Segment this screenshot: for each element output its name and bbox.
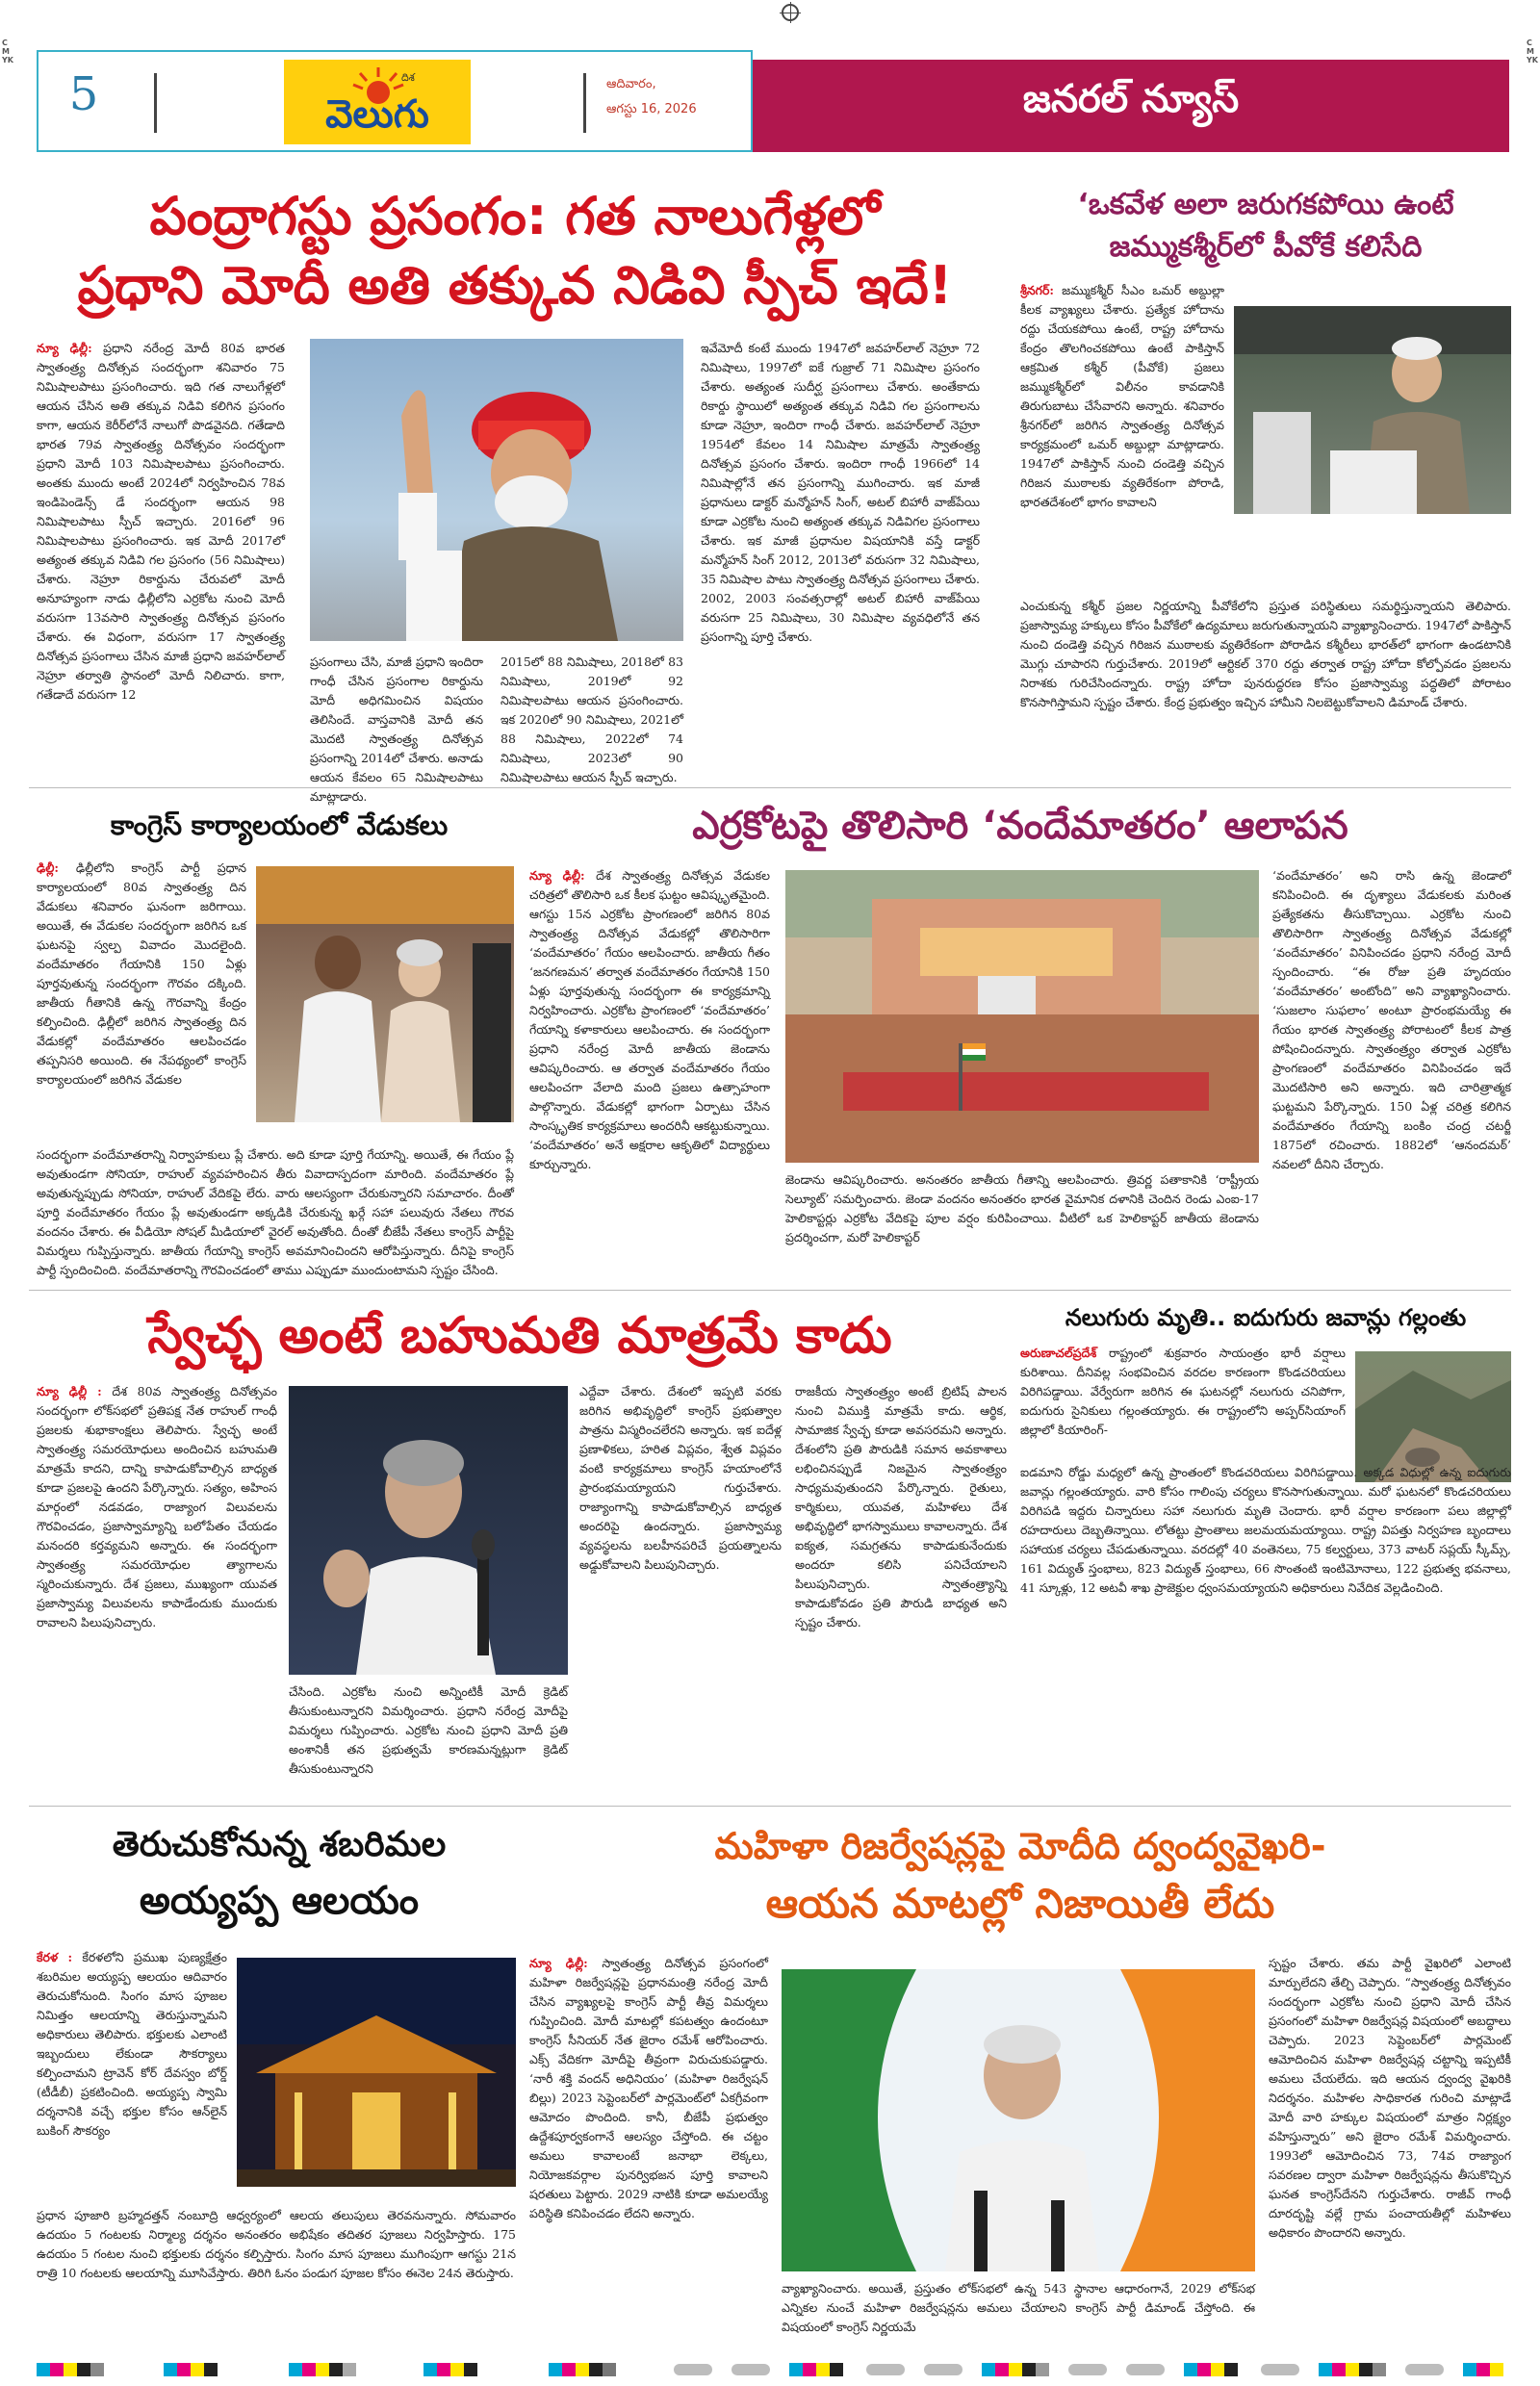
color-bar [164, 2363, 218, 2376]
story4-headline: ఎర్రకోటపై తొలిసారి ‘వందేమాతరం’ ఆలాపన [692, 804, 1348, 848]
story1-col1-text: ప్రధాని నరేంద్ర మోదీ 80వ భారత స్వాతంత్ర్య దినోత్సవ సందర్భంగా శనివారం 75 నిమిషాలపాటు ప్రసంగించారు. ఇది గత నాలుగేళ్లలో ఆయన చేసిన అతి తక్కువ నిడివి కలిగిన ప్రసంగం కాగా, ఆయన కెరీర్‌లోనే నాలుగో పొడవైనది. గతేడాది భారత 79వ స్వాతంత్ర్య దినోత్సవం సందర్భంగా ప్రధాని మోదీ 103 నిమిషాలపాటు ప్రసంగించారు. అంతకు ముందు అంటే 2024లో నిర్వహించిన 78వ ఇండిపెండెన్స్ డే సందర్భంగా ఆయన 98 నిమిషాలపాటు స్పీచ్ ఇచ్చారు. 2016లో 96 నిమిషాలపాటు ప్రసంగించారు. ఇక మోదీ 2017లో అత్యంత తక్కువ నిడివి గల ప్రసంగం (56 నిమిషాలు) చేశారు. నెహ్రూ రికార్డును చేరువలో మోదీ అనూహ్యంగా నాడు ఢిల్లీలోని ఎర్రకోట నుంచి మోదీ వరుసగా 13వసారి స్వాతంత్ర్య దినోత్సవ ప్రసంగం చేశారు. ఈ విధంగా, వరుసగా 17 స్వాతంత్ర్య దినోత్సవ ప్రసంగాలు చేసిన మాజీ ప్రధాని జవహర్‌లాల్ నెహ్రూ తర్వాతి స్థానంలో మోదీ నిలిచారు. కాగా, గతేడాదే వరుసగా 12 [37, 341, 285, 702]
logo-text: వెలుగు [325, 92, 429, 137]
story2-column-bottom: ఎంచుకున్న కశ్మీర్ ప్రజల నిర్ణయాన్ని పీవోకేలోని ప్రస్తుత పరిస్థితులు సమర్థిస్తున్నాయని తెలిపారు. ప్రజాస్వామ్య హక్కులు కోసం పీవోకేలో ఉద్యమాలు జరుగుతున్నాయని వ్యాఖ్యానించారు. 1947లో పాకిస్తాన్ నుంచి దండెత్తి వచ్చిన గిరిజన ముఠాలకు వ్యతిరేకంగా పోరాడిన కశ్మీరీలు భారత్‌లో భాగంగా ఉండటానికి మొగ్గు చూపారని గుర్తుచేశారు. 2019లో ఆర్టికల్ 370 రద్దు తర్వాత రాష్ట్ర హోదా కోల్పోవడం ప్రజలను నిరాశకు గురిచేసిందన్నారు. రాష్ట్ర హోదా పునరుద్ధరణ కోసం ప్రజాస్వామ్య పద్ధతిలో పోరాటం కొనసాగిస్తామని స్పష్టం చేశారు. కేంద్ర ప్రభుత్వం ఇచ్చిన హామీని నిలబెట్టుకోవాలని డిమాండ్ చేశారు. [1020, 599, 1511, 709]
color-bar [789, 2363, 843, 2376]
section-title: జనరల్ న్యూస్ [1022, 77, 1240, 121]
divider [29, 787, 1511, 788]
color-bar [1184, 2363, 1238, 2376]
story4-column-mid: జెండాను ఆవిష్కరించారు. అనంతరం జాతీయ గీతాన్ని ఆలపించారు. త్రివర్ణ పతాకానికి ‘రాష్ట్రీయ సెల్యూట్’ సమర్పించారు. జెండా వందనం అనంతరం భారత వైమానిక దళానికి చెందిన రెండు ఎంఐ-17 హెలికాప్టర్లు ఎర్రకోట వేదికపై పూల వర్షం కురిపించాయి. వీటిలో ఒక హెలికాప్టర్ జాతీయ జెండాను ప్రదర్శించగా, మరో హెలికాప్టర్ [785, 1172, 1259, 1244]
temple-icon [237, 1958, 516, 2187]
speaker-figure-icon [1234, 306, 1511, 514]
story5-headline: స్వేచ్ఛ అంటే బహుమతి మాత్రమే కాదు [147, 1307, 892, 1365]
story1-column-3: 2015లో 88 నిమిషాలు, 2018లో 83 నిమిషాలు, 2019లో 92 నిమిషాలపాటు ఆయన ప్రసంగించారు. ఇక 2020లో 90 నిమిషాలు, 2021లో 88 నిమిషాలు, 2022లో 74 నిమిషాలు, 2023లో 90 నిమిషాలపాటు ఆయన స్పీచ్ ఇచ్చారు. [500, 654, 683, 784]
dateline: న్యూ ఢిల్లీ: [37, 341, 92, 355]
dateline: న్యూ ఢిల్లీ: [529, 868, 585, 883]
story1-column-4: ఇవేమోదీ కంటే ముందు 1947లో జవహర్‌లాల్ నెహ్రూ 72 నిమిషాలు, 1997లో ఐకే గుజ్రాల్ 71 నిమిషాల ప్రసంగం చేశారు. అత్యంత సుదీర్ఘ ప్రసంగాలు చేశారు. అంతేకాదు రికార్డు స్థాయిలో అత్యంత తక్కువ నిడివి గల ప్రసంగాలను కూడా నెహ్రూ, ఇందిరా గాంధీ చేశారు. జవహర్‌లాల్ నెహ్రూ 1954లో కేవలం 14 నిమిషాల మాత్రమే స్వాతంత్ర్య దినోత్సవ ప్రసంగం చేశారు. ఇందిరా గాంధీ 1966లో 14 నిమిషాల్లోనే తన ప్రసంగాన్ని ముగించారు. ఇక మాజీ ప్రధానులు డాక్టర్ మన్మోహన్ సింగ్, అటల్ బిహారీ వాజ్‌పేయి కూడా ఎర్రకోట నుంచి అత్యంత తక్కువ నిడివిగల ప్రసంగాలు చేశారు. ఇక మాజీ ప్రధానుల విషయానికి వస్తే డాక్టర్ మన్మోహన్ సింగ్ 2012, 2013లో వరుసగా 32 నిమిషాలు, 35 నిమిషాల పాటు స్వాతంత్ర్య దినోత్సవ ప్రసంగాలు చేశారు. 2002, 2003 సంవత్సరాల్లో అటల్ బిహారీ వాజ్‌పేయి వరుసగా 25 నిమిషాలు, 30 నిమిషాల వ్యవధిలోనే తన ప్రసంగాన్ని పూర్తి చేశారు. [701, 341, 980, 644]
color-bar [424, 2363, 477, 2376]
story8-left-text: స్వాతంత్ర్య దినోత్సవ ప్రసంగంలో మహిళా రిజర్వేషన్లపై ప్రధానమంత్రి నరేంద్ర మోదీ చేసిన వ్యాఖ్యలపై కాంగ్రెస్ పార్టీ తీవ్ర విమర్శలు గుప్పించింది. మోదీ మాటల్లో కపటత్వం ఉందంటూ కాంగ్రెస్ సీనియర్ నేత జైరాం రమేశ్ ఆరోపించారు. ఎక్స్ వేదికగా మోదీపై తీవ్రంగా విరుచుకుపడ్డారు. ‘నారీ శక్తి వందన్ అధినియం’ (మహిళా రిజర్వేషన్ బిల్లు) 2023 సెప్టెంబర్‌లో పార్లమెంట్‌లో ఏకగ్రీవంగా ఆమోదం పొందింది. కానీ, బీజేపీ ప్రభుత్వం ఉద్దేశపూర్వకంగానే ఆలస్యం చేస్తోంది. ఈ చట్టం అమలు కావాలంటే జనాభా లెక్కలు, నియోజకవర్గాల పునర్విభజన పూర్తి కావాలని షరతులు పెట్టారు. 2029 నాటికి కూడా అమలయ్యే పరిస్థితి కనిపించడం లేదని అన్నారు. [529, 1956, 768, 2220]
color-bar [1319, 2363, 1386, 2376]
issue-date: ఆగస్టు 16, 2026 [606, 102, 697, 116]
omar-abdullah-photo [1234, 306, 1511, 514]
press-conference-icon [782, 1969, 1255, 2271]
story4-column-left [529, 866, 770, 1276]
story3-headline: కాంగ్రెస్ కార్యాలయంలో వేడుకలు [110, 809, 449, 841]
rahul-gandhi-photo [289, 1386, 568, 1675]
story2-column-top [1020, 281, 1224, 595]
story6-column-top [1020, 1344, 1346, 1455]
dateline: కేరళ : [37, 1950, 73, 1964]
masthead [37, 50, 753, 152]
story3-column-top [37, 859, 246, 1143]
red-fort-ceremony-icon [785, 870, 1259, 1163]
jairam-ramesh-photo [782, 1969, 1255, 2271]
dateline: న్యూ ఢిల్లీ : [37, 1384, 102, 1398]
story2-top-text: జమ్ముకశ్మీర్ సీఎం ఒమర్ అబ్దుల్లా కీలక వ్యాఖ్యలు చేశారు. ప్రత్యేక హోదాను రద్దు చేయకపోయి ఉంటే, రాష్ట్ర హోదాను కేంద్రం తొలగించకపోయి ఉంటే పాకిస్తాన్ ఆక్రమిత కశ్మీర్ (పీవోకే) ప్రజలు జమ్ముకశ్మీర్‌లో విలీనం కావడానికి తిరుగుబాటు చేసేవారని అన్నారు. శనివారం శ్రీనగర్‌లో జరిగిన స్వాతంత్ర్య దినోత్సవ కార్యక్రమంలో ఒమర్ అబ్దుల్లా మాట్లాడారు. 1947లో పాకిస్తాన్ నుంచి దండెత్తి వచ్చిన గిరిజన ముఠాలకు వ్యతిరేకంగా పోరాడి, భారతదేశంలో భాగం కావాలని [1020, 283, 1224, 509]
dateline: న్యూ ఢిల్లీ: [529, 1956, 588, 1970]
color-bar [982, 2363, 1049, 2376]
color-bar-pill [1068, 2364, 1107, 2375]
congress-leaders-photo [256, 866, 514, 1122]
story6-headline: నలుగురు మృతి.. ఐదుగురు జవాన్లు గల్లంతు [1065, 1304, 1467, 1331]
color-bar-pill [674, 2364, 712, 2375]
divider [29, 1290, 1511, 1291]
story8-headline-line1: మహిళా రిజర్వేషన్లపై మోదీది ద్వంద్వవైఖరి- [714, 1825, 1326, 1867]
color-bar [289, 2363, 356, 2376]
color-bar-pill [1261, 2364, 1299, 2375]
story5-column-2: చేసింది. ఎర్రకోట నుంచి అన్నింటికీ మోదీ క్రెడిట్ తీసుకుంటున్నారని విమర్శించారు. ప్రధాని నరేంద్ర మోదీపై విమర్శలు గుప్పించారు. ఎర్రకోట నుంచి ప్రధాని మోదీ ప్రతి అంశానికీ తన ప్రభుత్వమే కారణమన్నట్లుగా క్రెడిట్ తీసుకుంటున్నారని [289, 1684, 568, 1776]
story6-top-text: రాష్ట్రంలో శుక్రవారం సాయంత్రం భారీ వర్షాలు కురిశాయి. దీనివల్ల సంభవించిన వరదల కారణంగా కొండచరియలు విరిగిపడ్డాయి. వేర్వేరుగా జరిగిన ఈ ఘటనల్లో నలుగురు చనిపోగా, ఐదుగురు సైనికులు గల్లంతయ్యారు. ఈ రాష్ట్రంలోని అప్పర్‌సియాంగ్ జిల్లాలో కియారింగ్- [1020, 1346, 1346, 1437]
color-bar [37, 2363, 104, 2376]
story1-headline-line1: పంద్రాగస్టు ప్రసంగం: గత నాలుగేళ్లలో [149, 186, 881, 246]
story6-column-bottom: ఐడమాని రోడ్డు మధ్యలో ఉన్న ప్రాంతంలో కొండచరియలు విరిగిపడ్డాయి. అక్కడ విధుల్లో ఉన్న ఐదుగురు జవాన్లు గల్లంతయ్యారు. వారి కోసం గాలింపు చర్యలు కొనసాగుతున్నాయి. మరో ఘటనలో కొండచరియలు విరిగిపడి ఇద్దరు చిన్నారులు సహా నలుగురు మృతి చెందారు. భారీ వర్షాల కారణంగా పలు జిల్లాల్లో రహదారులు దెబ్బతిన్నాయి. లోతట్టు ప్రాంతాలు జలమయమయ్యాయి. రాష్ట్ర విపత్తు నిర్వహణ బృందాలు సహాయక చర్యలు చేపడుతున్నాయి. వరదల్లో 40 వంతెనలు, 75 కల్వర్టులు, 373 వాటర్ సప్లయ్ స్కీమ్స్, 161 విద్యుత్ స్తంభాలు, 823 విద్యుత్ స్తంభాలు, 66 సొంతంటి ఇంటిమోనాలు, 122 ప్రభుత్వ భవనాలు, 41 స్కూళ్లు, 12 అటవీ శాఖ ప్రాజెక్టుల ధ్వంసమయ్యాయని అధికారులు నివేదిక వెల్లడించింది. [1020, 1465, 1511, 1595]
divider [154, 73, 157, 133]
story5-col1-text: దేశ 80వ స్వాతంత్ర్య దినోత్సవం సందర్భంగా లోక్‌సభలో ప్రతిపక్ష నేత రాహుల్ గాంధీ ప్రజలకు శుభాకాంక్షలు తెలిపారు. స్వేచ్ఛ అంటే స్వాతంత్ర్య సమరయోధులు అందించిన బహుమతి మాత్రమే కాదని, దాన్ని కాపాడుకోవాల్సిన బాధ్యత కూడా ప్రజలపై ఉందని పేర్కొన్నారు. సత్యం, అహింస మార్గంలో నడవడం, రాజ్యాంగ విలువలను గౌరవించడం, ప్రజాస్వామ్యాన్ని బలోపేతం చేయడం మనందరి కర్తవ్యమని అన్నారు. ఈ సందర్భంగా స్వాతంత్ర్య సమరయోధుల త్యాగాలను స్మరించుకున్నారు. దేశ ప్రజలు, ముఖ్యంగా యువత ప్రజాస్వామ్య విలువలను కాపాడేందుకు ముందుకు రావాలని పిలుపునిచ్చారు. [37, 1384, 277, 1629]
dateline: అరుణాచల్‌ప్రదేశ్ [1020, 1346, 1097, 1360]
dateline: శ్రీనగర్: [1020, 283, 1054, 297]
issue-day: ఆదివారం, [606, 77, 656, 91]
story3-top-text: ఢిల్లీలోని కాంగ్రెస్ పార్టీ ప్రధాన కార్యాలయంలో 80వ స్వాతంత్ర్య దిన వేడుకలు శనివారం ఘనంగా జరిగాయి. అయితే, ఈ వేడుకల సందర్భంగా జరిగిన ఒక ఘటనపై స్వల్ప వివాదం మొదలైంది. వందేమాతరం గేయానికి 150 ఏళ్లు పూర్తవుతున్న సందర్భంగా గౌరవం దక్కింది. జాతీయ గీతానికి ఉన్న గౌరవాన్ని కేంద్రం కల్పించింది. ఢిల్లీలో జరిగిన స్వాతంత్ర్య దిన వేడుకల్లో వందేమాతరం ఆలపించడం తప్పనిసరి అయింది. ఈ నేపథ్యంలో కాంగ్రెస్ కార్యాలయంలో జరిగిన వేడుకల [37, 860, 246, 1087]
cmyk-marker-left: CMYK [2, 38, 13, 64]
story4-left-text: దేశ స్వాతంత్ర్య దినోత్సవ వేడుకల చరిత్రలో తొలిసారి ఒక కీలక ఘట్టం ఆవిష్కృతమైంది. ఆగస్టు 15న ఎర్రకోట ప్రాంగణంలో జరిగిన 80వ స్వాతంత్ర్య దినోత్సవ వేడుకల్లో తొలిసారిగా ‘వందేమాతరం’ గేయం ఆలపించారు. జాతీయ గీతం ‘జనగణమన’ తర్వాత వందేమాతరం గేయానికి 150 ఏళ్లు పూర్తవుతున్న సందర్భంగా ఈ కార్యక్రమాన్ని నిర్వహించారు. ఎర్రకోట ప్రాంగణంలో ‘వందేమాతరం’ గేయాన్ని కళాకారులు ఆలపించారు. ఈ సందర్భంగా ప్రధాని నరేంద్ర మోదీ జాతీయ జెండాను ఆవిష్కరించారు. ఆ తర్వాత వందేమాతరం గేయం ఆలపించగా వేలాది మంది ప్రజలు ఉత్సాహంగా పాల్గొన్నారు. వేడుకల్లో భాగంగా ఏర్పాటు చేసిన సాంస్కృతిక కార్యక్రమాలు అందరినీ ఆకట్టుకున్నాయి. ‘వందేమాతరం’ అనే అక్షరాల ఆకృతిలో విద్యార్థులు కూర్చున్నారు. [529, 868, 770, 1171]
section-banner [753, 60, 1509, 152]
dateline: ఢిల్లీ: [37, 860, 60, 875]
logo [284, 60, 471, 144]
story7-top-text: కేరళలోని ప్రముఖ పుణ్యక్షేత్రం శబరిమల అయ్యప్ప ఆలయం ఆదివారం తెరుచుకోనుంది. సింగం మాస పూజల నిమిత్తం ఆలయాన్ని తెరుస్తున్నామని అధికారులు తెలిపారు. భక్తులకు ఎలాంటి ఇబ్బందులు లేకుండా సౌకర్యాలు కల్పించామని ట్రావెన్ కోర్ దేవస్వం బోర్డ్ (టీడీబీ) ప్రకటించింది. అయ్యప్ప స్వామి దర్శనానికి వచ్చే భక్తుల కోసం ఆన్‌లైన్ బుకింగ్ సౌకర్యం [37, 1950, 227, 2138]
logo-small-text: దిశ [401, 71, 415, 84]
story8-column-right: స్పష్టం చేశారు. తమ పార్టీ వైఖరిలో ఎలాంటి మార్పులేదని తేల్చి చెప్పారు. “స్వాతంత్ర్య దినోత్సవం సందర్భంగా ఎర్రకోట నుంచి ప్రధాని మోదీ చేసిన ప్రసంగంలో మహిళా రిజర్వేషన్ల విషయంలో అబద్ధాలు చెప్పారు. 2023 సెప్టెంబర్‌లో పార్లమెంట్ ఆమోదించిన మహిళా రిజర్వేషన్ల చట్టాన్ని ఇప్పటికీ అమలు చేయలేదు. ఇది ఆయన ద్వంద్వ వైఖరికి నిదర్శనం. మహిళల సాధికారత గురించి మాట్లాడే మోదీ వారి హక్కుల విషయంలో మాత్రం నిర్లక్ష్యం వహిస్తున్నారు” అని జైరాం రమేశ్ విమర్శించారు. 1993లో ఆమోదించిన 73, 74వ రాజ్యాంగ సవరణల ద్వారా మహిళా రిజర్వేషన్లను తీసుకొచ్చిన ఘనత కాంగ్రెస్‌దేనని గుర్తుచేశారు. రాజీవ్ గాంధీ దూరదృష్టి వల్లే గ్రామ పంచాయతీల్లో మహిళలు అధికారం పొందారని అన్నారు. [1269, 1956, 1511, 2240]
story4-column-right: ‘వందేమాతరం’ అని రాసి ఉన్న జెండాలో కనిపించింది. ఈ దృశ్యాలు వేడుకలకు మరింత ప్రత్యేకతను తీసుకొచ్చాయి. ఎర్రకోట నుంచి తొలిసారిగా స్వాతంత్ర్య దినోత్సవ వేడుకల్లో ‘వందేమాతరం’ వినిపించడం ప్రధాని నరేంద్ర మోదీ స్పందించారు. “ఈ రోజు ప్రతి హృదయం ‘వందేమాతరం’ అంటోంది” అని వ్యాఖ్యానించారు. ‘సుజలాం సుఫలాం’ అంటూ ప్రారంభమయ్యే ఈ గేయం భారత స్వాతంత్ర్య పోరాటంలో కీలక పాత్ర పోషించిందన్నారు. స్వాతంత్ర్యం తర్వాత ఎర్రకోట ప్రాంగణంలో వందేమాతరం వినిపించడం ఇదే మొదటిసారి అని అన్నారు. ఇది చారిత్రాత్మక ఘట్టమని పేర్కొన్నారు. 150 ఏళ్ల చరిత్ర కలిగిన వందేమాతరం గేయాన్ని బంకిం చంద్ర చటర్జీ 1875లో రచించారు. 1882లో ‘ఆనందమఠ్’ నవలలో దీనిని చేర్చారు. [1272, 868, 1511, 1171]
color-bar-pill [866, 2364, 905, 2375]
color-bar-pill [1126, 2364, 1165, 2375]
divider [29, 1806, 1511, 1807]
modi-speech-photo [310, 339, 683, 641]
story2-headline-line1: ‘ఒకవేళ అలా జరుగకపోయి ఉంటే [1077, 188, 1454, 221]
speaker-microphone-icon [289, 1386, 568, 1675]
page-number: 5 [68, 67, 99, 121]
registration-mark-icon [782, 4, 799, 21]
color-bar-pill [732, 2364, 770, 2375]
story2-headline-line2: జమ్ముకశ్మీర్‌లో పీవోకే కలిసేది [1109, 230, 1423, 264]
story5-column-4: రాజకీయ స్వాతంత్ర్యం అంటే బ్రిటిష్ పాలన నుంచి విముక్తి మాత్రమే కాదు. ఆర్థిక, సామాజిక స్వేచ్ఛ కూడా అవసరమని అన్నారు. దేశంలోని ప్రతి పౌరుడికి సమాన అవకాశాలు లభించినప్పుడే నిజమైన స్వాతంత్ర్యం సాధ్యమవుతుందని పేర్కొన్నారు. రైతులు, కార్మికులు, యువత, మహిళలు దేశ అభివృద్ధిలో భాగస్వాములు కావాలన్నారు. దేశ ఐక్యత, సమగ్రతను కాపాడుకునేందుకు అందరూ కలిసి పనిచేయాలని పిలుపునిచ్చారు. స్వాతంత్ర్యాన్ని కాపాడుకోవడం ప్రతి పౌరుడి బాధ్యత అని స్పష్టం చేశారు. [795, 1384, 1007, 1629]
red-fort-photo [785, 870, 1259, 1163]
story1-headline-line2: ప్రధాని మోదీ అతి తక్కువ నిడివి స్పీచ్ ఇదే! [77, 255, 953, 316]
color-bar-pill [1405, 2364, 1444, 2375]
story1-column-2: ప్రసంగాలు చేసి, మాజీ ప్రధాని ఇందిరా గాంధీ చేసిన ప్రసంగాల రికార్డును మోదీ అధిగమించిన విషయం తెలిసిందే. వాస్తవానికి మోదీ తన మొదటి స్వాతంత్ర్య దినోత్సవ ప్రసంగాన్ని 2014లో చేశారు. అనాడు ఆయన కేవలం 65 నిమిషాలపాటు మాట్లాడారు. [310, 654, 483, 804]
story5-column-1 [37, 1382, 277, 1792]
sabarimala-temple-photo [237, 1958, 516, 2187]
leaders-figure-icon [256, 866, 514, 1122]
sun-icon [351, 65, 405, 94]
story8-photo-caption: వ్యాఖ్యానించారు. అయితే, ప్రస్తుతం లోక్‌సభలో ఉన్న 543 స్థానాల ఆధారంగానే, 2029 లోక్‌సభ ఎన్నికల నుంచే మహిళా రిజర్వేషన్లను అమలు చేయాలని కాంగ్రెస్ పార్టీ డిమాండ్ చేస్తోంది. ఈ విషయంలో కాంగ్రెస్ నిర్ణయమే [782, 2281, 1255, 2334]
cmyk-marker-right: CMYK [1527, 38, 1538, 64]
color-bar [1463, 2363, 1503, 2376]
story5-column-3: ఎద్దేవా చేశారు. దేశంలో ఇప్పటి వరకు జరిగిన అభివృద్ధిలో కాంగ్రెస్ ప్రభుత్వాల పాత్రను విస్మరించలేరని అన్నారు. ఇక ఐదేళ్ల ప్రణాళికలు, హరిత విప్లవం, శ్వేత విప్లవం వంటి కార్యక్రమాలు కాంగ్రెస్ హయాంలోనే ప్రారంభమయ్యాయని గుర్తుచేశారు. రాజ్యాంగాన్ని కాపాడుకోవాల్సిన బాధ్యత అందరిపై ఉందన్నారు. ప్రజాస్వామ్య వ్యవస్థలను బలహీనపరిచే ప్రయత్నాలను అడ్డుకోవాలని పిలుపునిచ్చారు. [579, 1384, 782, 1572]
story7-headline-line2: అయ్యప్ప ఆలయం [139, 1879, 420, 1923]
story1-column-1 [37, 339, 285, 768]
color-bar [549, 2363, 616, 2376]
modi-figure-icon [310, 339, 683, 641]
story3-column-bottom: సందర్భంగా వందేమాతరాన్ని నిర్వాహకులు ప్లే చేశారు. అది కూడా పూర్తి గేయాన్ని. అయితే, ఈ గేయం ప్లే అవుతుండగా సోనియా, రాహుల్ వ్యవహరించిన తీరు వివాదాస్పదంగా మారింది. వందేమాతరం ప్లే అవుతున్నప్పుడు సోనియా, రాహుల్ వేదికపై లేరు. వారు ఆలస్యంగా చేరుకున్నారని సమాచారం. దీంతో పూర్తి వందేమాతరం గేయం ప్లే అవుతుండగా అక్కడికి చేరుకున్న ఖర్గే సహా పలువురు నేతలు గౌరవ వందనం చేశారు. ఈ వీడియో సోషల్ మీడియాలో వైరల్ అవుతోంది. దీంతో బీజేపీ నేతలు కాంగ్రెస్ పార్టీపై విమర్శలు గుప్పిస్తున్నారు. జాతీయ గేయాన్ని కాంగ్రెస్ అవమానించిందని ఆరోపిస్తున్నారు. దీనిపై కాంగ్రెస్ పార్టీ స్పందించింది. వందేమాతరాన్ని గౌరవించడంలో తాము ఎప్పుడూ ముందుంటామని స్పష్టం చేసింది. [37, 1147, 514, 1277]
story7-column-bottom: ప్రధాన పూజారి బ్రహ్మదత్తన్ నంబూద్రి ఆధ్వర్యంలో ఆలయ తలుపులు తెరవనున్నారు. సోమవారం ఉదయం 5 గంటలకు నిర్మాల్య దర్శనం అనంతరం అభిషేకం తదితర పూజలు నిర్వహిస్తారు. 175 ఉదయం 5 గంటల నుంచి భక్తులకు దర్శనం కల్పిస్తారు. సింగం మాస పూజలు ముగింపుగా ఆగస్టు 21న రాత్రి 10 గంటలకు ఆలయాన్ని మూసివేస్తారు. తిరిగి ఓనం పండుగ పూజల కోసం ఈనెల 24న తెరుస్తారు. [37, 2208, 516, 2280]
color-bar-pill [924, 2364, 962, 2375]
story7-headline-line1: తెరుచుకోనున్న శబరిమల [112, 1825, 447, 1864]
story8-headline-line2: ఆయన మాటల్లో నిజాయితీ లేదు [765, 1880, 1275, 1927]
divider [583, 73, 586, 133]
story8-column-left [529, 1954, 768, 2347]
story7-column-top [37, 1948, 227, 2204]
